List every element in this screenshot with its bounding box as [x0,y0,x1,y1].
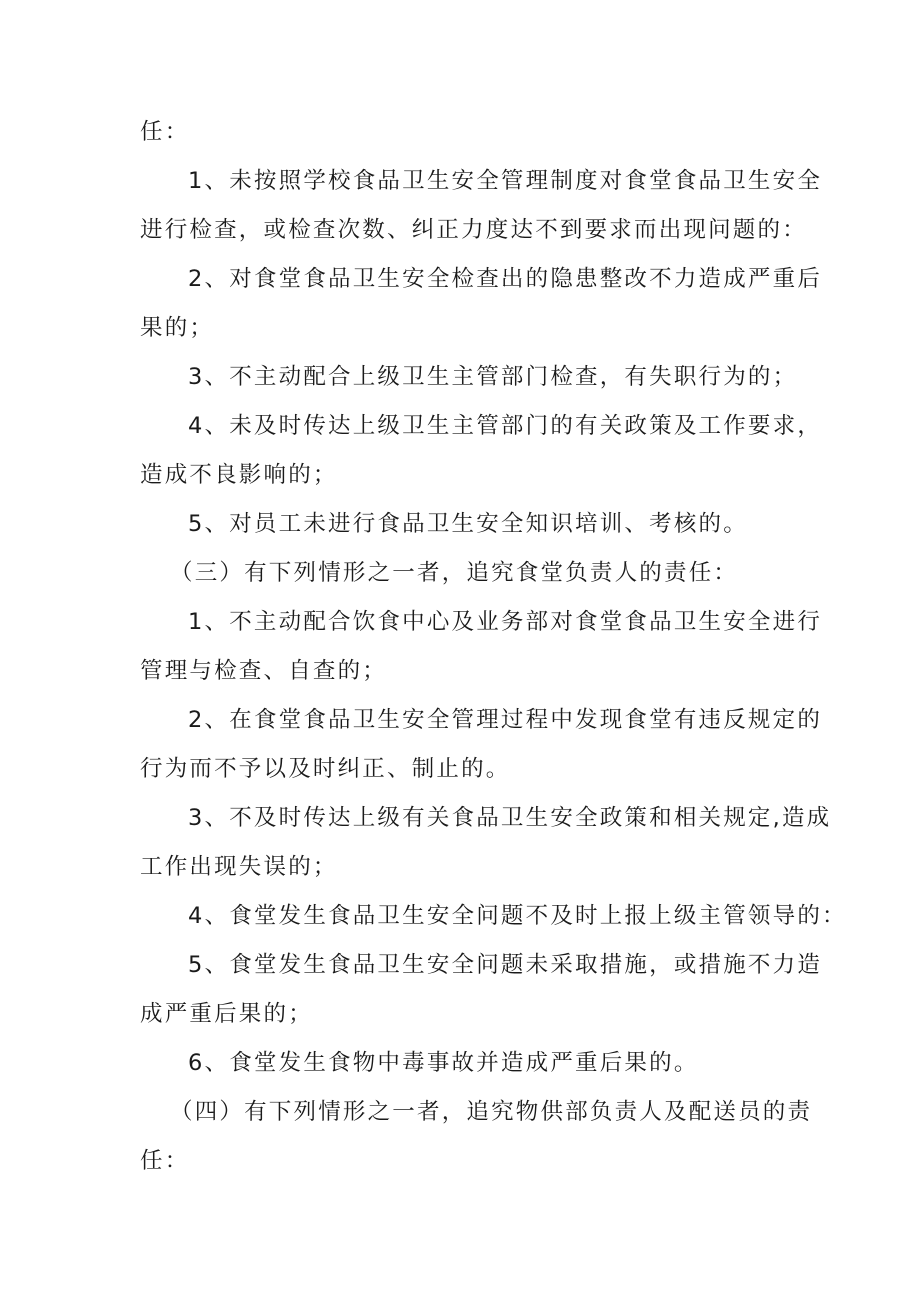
section-3-heading: （三）有下列情形之一者，追究食堂负责人的责任： [170,560,739,586]
s3-item-5-line-2: 成严重后果的； [140,1001,313,1027]
s3-item-3-line-2: 工作出现失误的； [140,854,338,880]
item-4-line-2: 造成不良影响的； [140,462,338,488]
item-2-line-1: 2、对食堂食品卫生安全检查出的隐患整改不力造成严重后 [188,266,823,292]
s3-item-1-line-1: 1、不主动配合饮食中心及业务部对食堂食品卫生安全进行 [188,609,823,635]
item-3-line-1: 3、不主动配合上级卫生主管部门检查，有失职行为的； [188,364,798,390]
s3-item-2-line-2: 行为而不予以及时纠正、制止的。 [140,756,511,782]
item-2-line-2: 果的； [140,315,215,341]
s3-item-4-line-1: 4、食堂发生食品卫生安全问题不及时上报上级主管领导的： [188,903,847,929]
item-4-line-1: 4、未及时传达上级卫生主管部门的有关政策及工作要求， [188,413,823,439]
line-continuation: 任： [140,119,190,145]
document-body [140,108,847,1186]
s3-item-2-line-1: 2、在食堂食品卫生安全管理过程中发现食堂有违反规定的 [188,707,823,733]
item-1-line-1: 1、未按照学校食品卫生安全管理制度对食堂食品卫生安全 [188,168,823,194]
section-4-heading-line-2: 任： [140,1148,190,1174]
s3-item-6-line-1: 6、食堂发生食物中毒事故并造成严重后果的。 [188,1050,699,1076]
s3-item-5-line-1: 5、食堂发生食品卫生安全问题未采取措施，或措施不力造 [188,952,823,978]
item-5-line-1: 5、对员工未进行食品卫生安全知识培训、考核的。 [188,511,748,537]
s3-item-3-line-1: 3、不及时传达上级有关食品卫生安全政策和相关规定,造成 [188,805,832,831]
item-1-line-2: 进行检查，或检查次数、纠正力度达不到要求而出现问题的： [140,217,807,243]
section-4-heading-line-1: （四）有下列情形之一者，追究物供部负责人及配送员的责 [170,1099,813,1125]
s3-item-1-line-2: 管理与检查、自查的； [140,658,388,684]
